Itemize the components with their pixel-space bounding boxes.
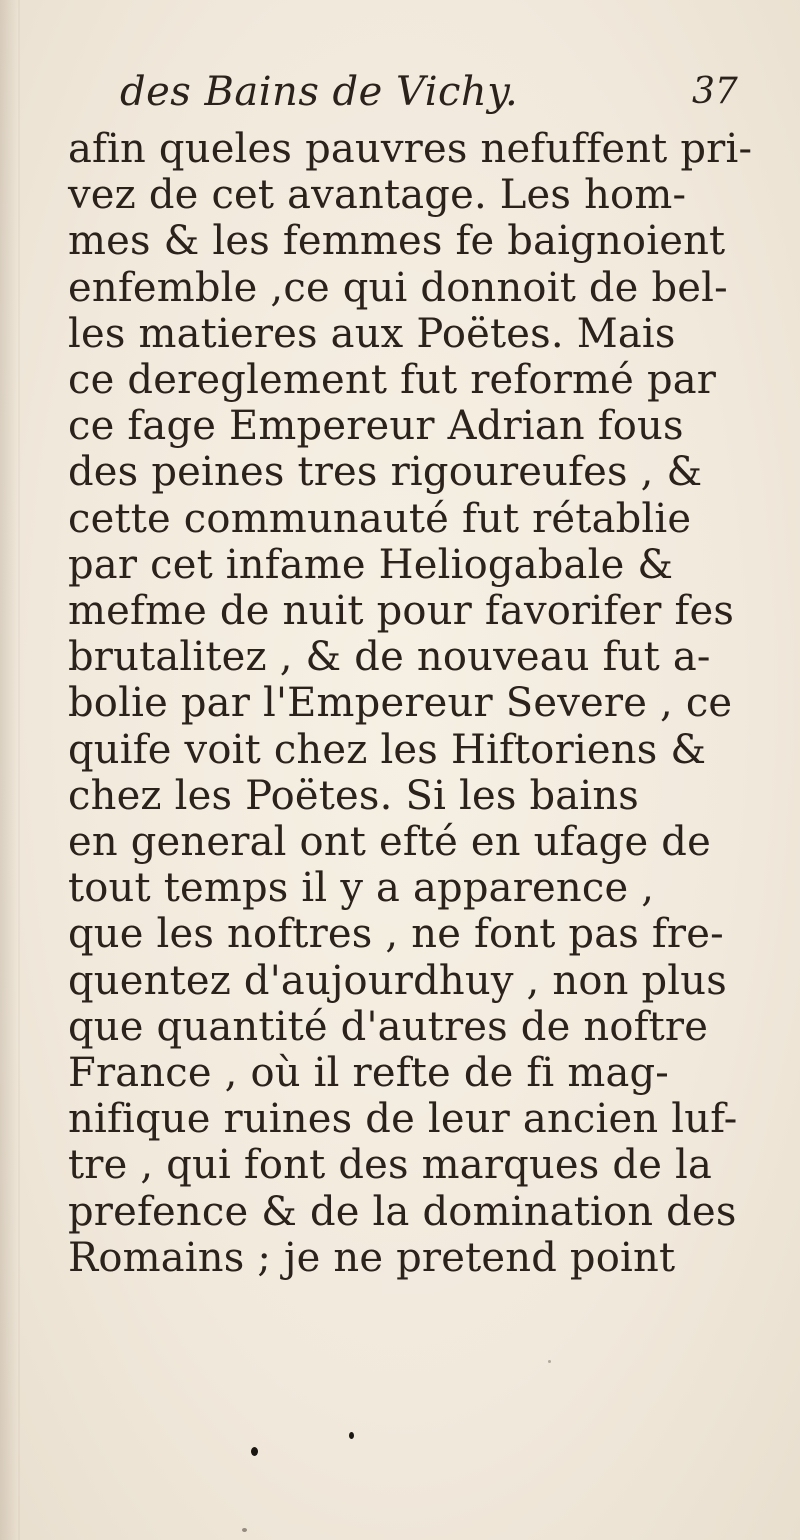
- text-line: par cet infame Heliogabale &: [68, 541, 674, 588]
- text-line: Romains ; je ne pretend point: [68, 1234, 676, 1281]
- text-line: en general ont efté en ufage de: [68, 819, 711, 866]
- text-line: que quantité d'autres de noftre: [68, 1003, 709, 1050]
- text-line: quife voit chez les Hiftoriens &: [68, 726, 707, 773]
- text-line: ce dereglement fut reformé par: [68, 357, 717, 404]
- gutter-line: [18, 0, 20, 1540]
- text-line: brutalitez , & de nouveau fut a-: [68, 634, 711, 681]
- text-line: cette communauté fut rétablie: [68, 495, 692, 542]
- text-line: les matieres aux Poëtes. Mais: [68, 310, 676, 357]
- text-line: ce fage Empereur Adrian fous: [68, 403, 684, 450]
- running-head: [0, 68, 800, 116]
- text-line: chez les Poëtes. Si les bains: [68, 772, 640, 819]
- text-line: mefme de nuit pour favorifer fes: [68, 588, 735, 635]
- text-line: que les noftres , ne font pas fre-: [68, 911, 724, 958]
- text-line: France , où il refte de fi mag-: [68, 1050, 670, 1097]
- text-line: tre , qui font des marques de la: [68, 1142, 713, 1189]
- ink-spot: [251, 1447, 258, 1456]
- body-text: [68, 126, 780, 1281]
- text-line: nifique ruines de leur ancien luf-: [68, 1096, 738, 1143]
- text-line: bolie par l'Empereur Severe , ce: [68, 680, 733, 727]
- text-line: tout temps il y a apparence ,: [68, 865, 655, 912]
- text-line: vez de cet avantage. Les hom-: [68, 172, 687, 219]
- text-line: mes & les femmes fe baignoient: [68, 218, 726, 265]
- page-number: 37: [692, 71, 738, 112]
- text-line: afin queles pauvres nefuffent pri-: [68, 126, 753, 172]
- text-line: enfemble ,ce qui donnoit de bel-: [68, 264, 728, 311]
- gutter-shadow: [0, 0, 18, 1540]
- running-title: des Bains de Vichy.: [120, 69, 519, 115]
- text-line: des peines tres rigoureufes , &: [68, 449, 703, 496]
- ink-spot: [349, 1432, 354, 1439]
- text-line: prefence & de la domination des: [68, 1188, 737, 1235]
- ink-spot: [548, 1360, 551, 1363]
- text-line: quentez d'aujourdhuy , non plus: [68, 957, 727, 1004]
- ink-spot: [242, 1528, 247, 1532]
